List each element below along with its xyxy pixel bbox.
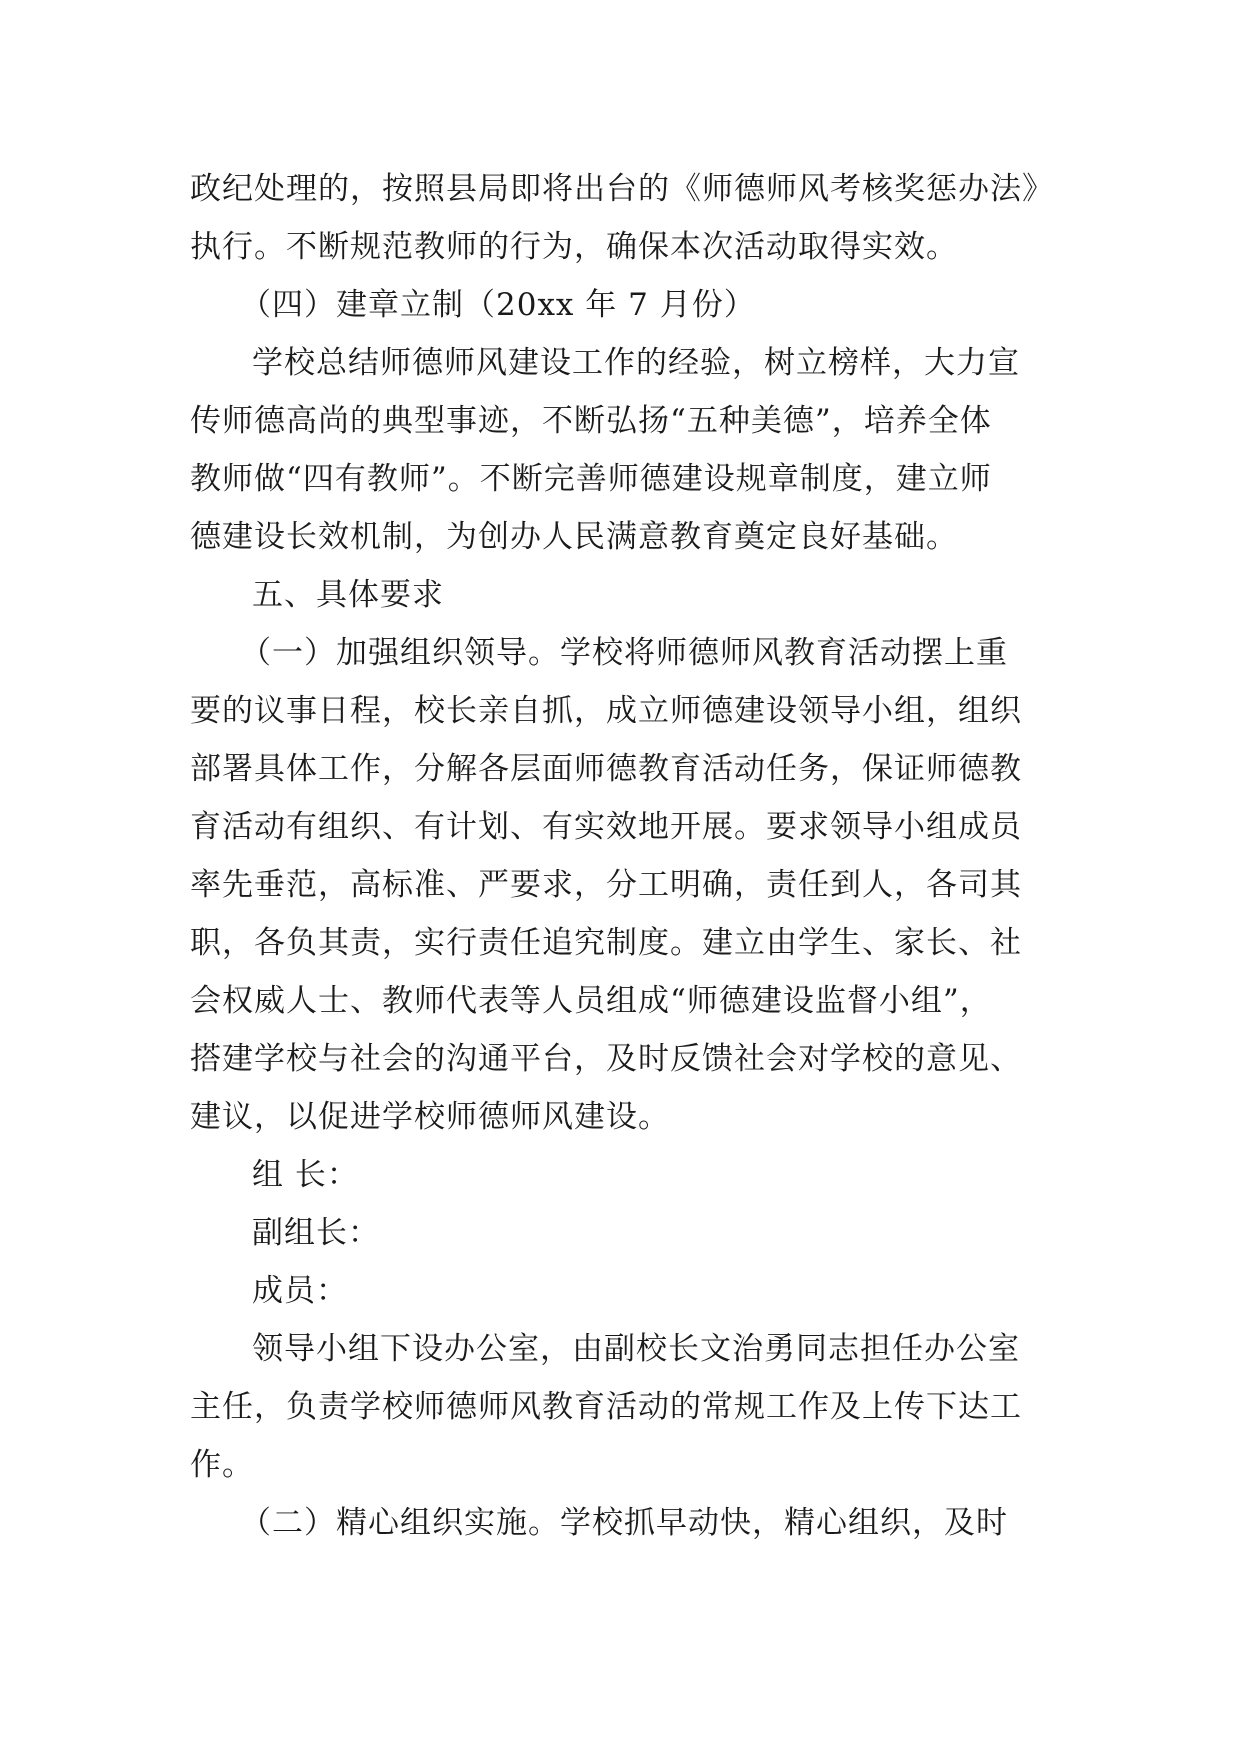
paragraph-line: 建议，以促进学校师德师风建设。	[190, 1099, 670, 1135]
paragraph-line: 率先垂范，高标准、严要求，分工明确，责任到人，各司其	[190, 867, 1022, 903]
document-body	[190, 160, 1070, 1552]
paragraph-line: 主任，负责学校师德师风教育活动的常规工作及上传下达工	[190, 1389, 1022, 1425]
paragraph-line: 育活动有组织、有计划、有实效地开展。要求领导小组成员	[190, 809, 1022, 845]
paragraph-line: 职，各负其责，实行责任追究制度。建立由学生、家长、社	[190, 925, 1022, 961]
paragraph-line: 学校总结师德师风建设工作的经验，树立榜样，大力宣	[252, 345, 1020, 381]
paragraph-line: 政纪处理的，按照县局即将出台的《师德师风考核奖惩办法》	[190, 171, 1054, 207]
paragraph-line: 作。	[190, 1447, 254, 1483]
paragraph-line: 要的议事日程，校长亲自抓，成立师德建设领导小组，组织	[190, 693, 1022, 729]
section-heading: （四）建章立制（20xx 年 7 月份）	[240, 287, 756, 323]
paragraph-line: 教师做“四有教师”。不断完善师德建设规章制度，建立师	[190, 461, 992, 497]
paragraph-line: （一）加强组织领导。学校将师德师风教育活动摆上重	[240, 635, 1008, 671]
paragraph-line: 执行。不断规范教师的行为，确保本次活动取得实效。	[190, 229, 958, 265]
paragraph-line: 会权威人士、教师代表等人员组成“师德建设监督小组”，	[190, 983, 992, 1019]
member-label: 组 长：	[252, 1157, 359, 1193]
paragraph-line: 部署具体工作，分解各层面师德教育活动任务，保证师德教	[190, 751, 1022, 787]
paragraph-line: （二）精心组织实施。学校抓早动快，精心组织，及时	[240, 1505, 1008, 1541]
paragraph-line: 德建设长效机制，为创办人民满意教育奠定良好基础。	[190, 519, 958, 555]
paragraph-line: 传师德高尚的典型事迹，不断弘扬“五种美德”，培养全体	[190, 403, 992, 439]
paragraph-line: 搭建学校与社会的沟通平台，及时反馈社会对学校的意见、	[190, 1041, 1022, 1077]
member-label: 成员：	[252, 1273, 348, 1309]
paragraph-line: 领导小组下设办公室，由副校长文治勇同志担任办公室	[252, 1331, 1020, 1367]
member-label: 副组长：	[252, 1215, 380, 1251]
section-heading: 五、具体要求	[252, 577, 444, 613]
